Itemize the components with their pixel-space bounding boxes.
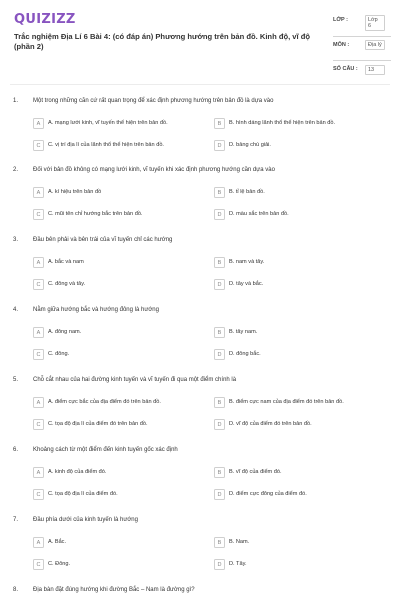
question-number: 4. [13,307,19,313]
page-title: Trắc nghiệm Địa Lí 6 Bài 4: (có đáp án) Phương hướng trên bản đồ. Kinh độ, vĩ độ (phần 2) [14,32,311,51]
option-letter-box: A [33,537,44,548]
option-text: B. hình dáng lãnh thổ thể hiện trên bản đồ. [229,120,336,126]
option-text: D. đông bắc. [229,351,261,357]
option-c[interactable] [33,209,193,220]
option-d[interactable] [214,349,374,360]
class-value: Lớp 6 [365,15,385,31]
subject-value: Địa lý [365,40,385,50]
header-divider [10,84,390,85]
option-letter-box: B [214,467,225,478]
question-text: Khoảng cách từ một điểm đến kinh tuyến gốc xác định [33,447,178,453]
option-letter-box: A [33,187,44,198]
option-d[interactable] [214,419,374,430]
option-text: A. điểm cực bắc của địa điểm đó trên bản đồ. [48,399,161,405]
option-letter-box: C [33,209,44,220]
option-letter-box: D [214,209,225,220]
option-text: B. điểm cực nam của địa điểm đó trên bản đồ. [229,399,344,405]
option-text: A. kinh độ của điểm đó. [48,469,107,475]
option-c[interactable] [33,559,193,570]
option-text: A. Bắc. [48,539,67,545]
option-b[interactable] [214,537,374,548]
option-c[interactable] [33,349,193,360]
question-text: Một trong những căn cứ rất quan trọng để xác định phương hướng trên bản đồ là dựa vào [33,98,274,104]
question-number: 1. [13,98,19,104]
option-c[interactable] [33,140,193,151]
option-a[interactable] [33,118,193,129]
option-b[interactable] [214,187,374,198]
option-letter-box: C [33,140,44,151]
option-text: D. màu sắc trên bản đồ. [229,211,289,217]
option-d[interactable] [214,559,374,570]
option-text: B. tỉ lệ bản đồ. [229,189,265,195]
question-number: 3. [13,237,19,243]
option-text: A. kí hiệu trên bản đồ [48,189,102,195]
option-letter-box: A [33,467,44,478]
option-text: A. đông nam. [48,329,82,335]
option-text: C. vị trí địa lí của lãnh thổ thể hiện trên bản đồ. [48,142,164,148]
option-letter-box: B [214,187,225,198]
option-text: C. đông. [48,351,70,357]
option-a[interactable] [33,537,193,548]
option-text: D. Tây. [229,561,247,567]
option-text: A. mạng lưới kinh, vĩ tuyến thể hiện trên bản đồ. [48,120,168,126]
meta-divider [333,60,391,61]
option-letter-box: C [33,489,44,500]
question-number: 8. [13,587,19,593]
option-b[interactable] [214,467,374,478]
question-text: Nằm giữa hướng bắc và hướng đông là hướng [33,307,159,313]
option-letter-box: A [33,397,44,408]
count-value: 13 [365,65,385,75]
option-a[interactable] [33,467,193,478]
option-text: D. bảng chú giải. [229,142,271,148]
option-letter-box: C [33,279,44,290]
quiz-header [0,0,400,85]
class-label: LỚP : [333,17,348,23]
option-letter-box: B [214,537,225,548]
question-text: Chỗ cắt nhau của hai đường kinh tuyến và vĩ tuyến đi qua một điểm chính là [33,377,237,383]
question-number: 6. [13,447,19,453]
question-text: Địa bàn đặt đúng hướng khi đường Bắc – Nam là đường gì? [33,587,195,593]
question-text: Đầu phía dưới của kinh tuyến là hướng [33,517,138,523]
question-number: 5. [13,377,19,383]
question-number: 2. [13,167,19,173]
option-d[interactable] [214,489,374,500]
option-a[interactable] [33,397,193,408]
option-text: D. điểm cực đông của điểm đó. [229,491,307,497]
option-b[interactable] [214,257,374,268]
option-b[interactable] [214,118,374,129]
option-text: C. tọa độ địa lí của điểm đó. [48,491,118,497]
option-text: B. tây nam. [229,329,258,335]
option-letter-box: A [33,327,44,338]
option-text: A. bắc và nam [48,259,84,265]
option-letter-box: C [33,419,44,430]
option-text: D. vĩ độ của điểm đó trên bản đồ. [229,421,312,427]
option-letter-box: B [214,257,225,268]
option-letter-box: A [33,257,44,268]
meta-divider [333,36,391,37]
option-letter-box: D [214,279,225,290]
option-text: C. tọa độ địa lí của điểm đó trên bản đồ. [48,421,148,427]
option-letter-box: B [214,327,225,338]
question-text: Đầu bên phải và bên trái của vĩ tuyến chỉ các hướng [33,237,173,243]
option-text: B. nam và tây. [229,259,265,265]
option-d[interactable] [214,209,374,220]
subject-label: MÔN : [333,42,350,48]
option-letter-box: D [214,419,225,430]
option-d[interactable] [214,279,374,290]
option-letter-box: A [33,118,44,129]
option-b[interactable] [214,397,374,408]
option-letter-box: D [214,349,225,360]
option-letter-box: B [214,118,225,129]
option-c[interactable] [33,419,193,430]
option-text: C. đông và tây. [48,281,86,287]
option-text: D. tây và bắc. [229,281,264,287]
option-letter-box: B [214,397,225,408]
option-a[interactable] [33,187,193,198]
option-text: C. Đông. [48,561,71,567]
option-letter-box: D [214,559,225,570]
option-a[interactable] [33,327,193,338]
quizizz-logo[interactable]: QUIZIZZ [14,12,76,27]
option-letter-box: D [214,489,225,500]
option-text: C. mũi tên chỉ hướng bắc trên bản đồ. [48,211,143,217]
option-letter-box: C [33,349,44,360]
option-c[interactable] [33,489,193,500]
option-text: B. Nam. [229,539,250,545]
question-text: Đối với bản đồ không có mạng lưới kinh, vĩ tuyến khi xác định phương hướng cần dựa vào [33,167,275,173]
option-a[interactable] [33,257,193,268]
option-letter-box: D [214,140,225,151]
option-b[interactable] [214,327,374,338]
option-d[interactable] [214,140,374,151]
option-text: B. vĩ độ của điểm đó. [229,469,282,475]
option-c[interactable] [33,279,193,290]
option-letter-box: C [33,559,44,570]
question-number: 7. [13,517,19,523]
count-label: SỐ CÂU : [333,66,358,72]
